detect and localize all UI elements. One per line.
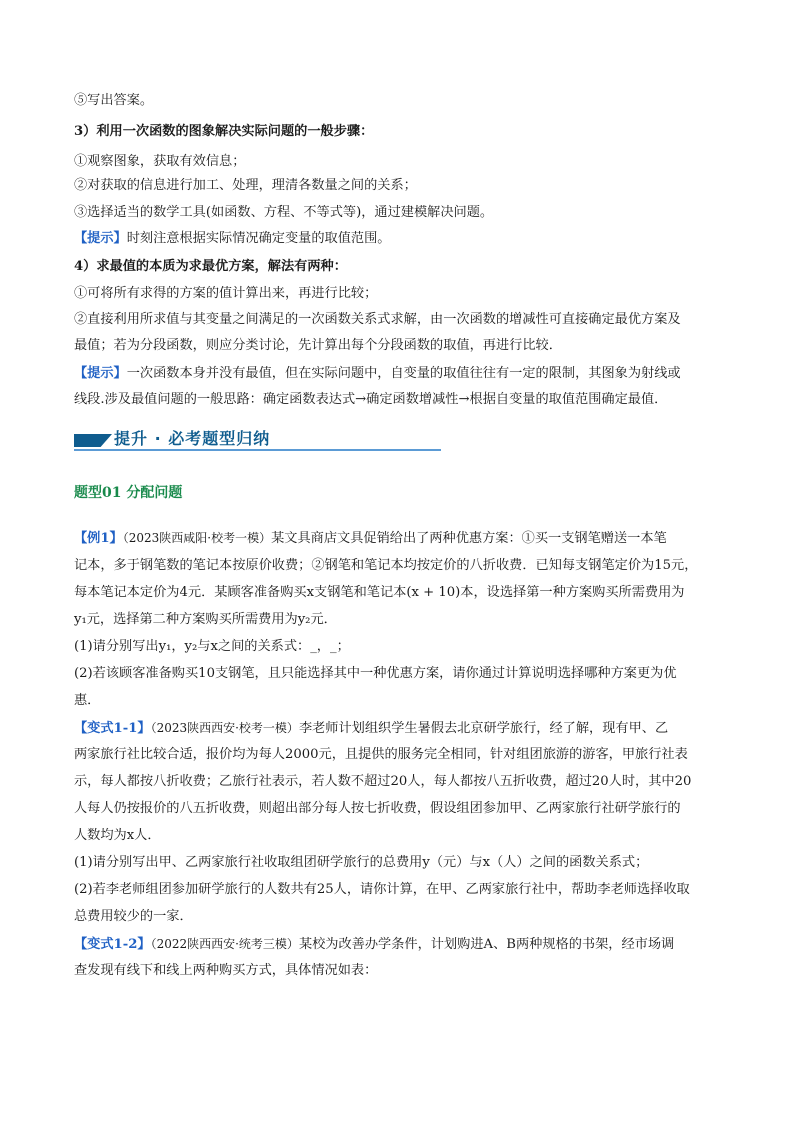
- example1-source: （2023陕西咸阳·校考一模）: [122, 531, 272, 545]
- tip-2-text: 一次函数本身并没有最值，但在实际问题中，自变量的取值往往有一定的限制，其图象为射线或: [126, 366, 681, 381]
- step-process: ②对获取的信息进行加工、处理，理清各数量之间的关系；: [74, 178, 417, 193]
- tip-2-line1: [74, 364, 724, 384]
- method-2-line2: 最值；若为分段函数，则应分类讨论，先计算出每个分段函数的取值，再进行比较．: [74, 338, 562, 353]
- variant11-source: （2023陕西西安·校考一模）: [150, 721, 299, 735]
- example1-question1: (1)请分别写出y₁，y₂与x之间的关系式：_，_；: [74, 639, 350, 654]
- example1-line3: 每本笔记本定价为4元．某顾客准备购买x支钢笔和笔记本(x + 10)本，设选择第一种方案购买所需费用为: [74, 585, 685, 600]
- banner-decoration: [74, 434, 112, 447]
- heading-graph-steps: 3）利用一次函数的图象解决实际问题的一般步骤：: [74, 124, 374, 139]
- variant11-label: 【变式1-1】: [74, 721, 151, 736]
- step-5: ⑤写出答案。: [74, 93, 154, 108]
- example1-label: 【例1】: [74, 531, 123, 546]
- example1-line4: y₁元，选择第二种方案购买所需费用为y₂元．: [74, 612, 337, 627]
- variant11-text1: 李老师计划组织学生暑假去北京研学旅行，经了解，现有甲、乙: [298, 721, 669, 736]
- variant11-line3: 示，每人都按八折收费；乙旅行社表示，若人数不超过20人，每人都按八五折收费，超过20人时，其中20: [74, 774, 692, 789]
- tip-1-text: 时刻注意根据实际情况确定变量的取值范围。: [126, 231, 391, 246]
- tip-2-line2: 线段.涉及最值问题的一般思路：确定函数表达式→确定函数增减性→根据自变量的取值范围确定最值．: [74, 392, 668, 407]
- example1-line2: 记本，多于钢笔数的笔记本按原价收费；②钢笔和笔记本均按定价的八折收费．已知每支钢笔定价为15元，: [74, 558, 698, 573]
- example1-question2-line1: (2)若该顾客准备购买10支钢笔，且只能选择其中一种优惠方案，请你通过计算说明选择哪种方案更为优: [74, 666, 677, 681]
- tip-1: [74, 229, 724, 249]
- step-observe: ①观察图象，获取有效信息；: [74, 154, 246, 169]
- example1-text1: 某文具商店文具促销给出了两种优惠方案：①买一支钢笔赠送一本笔: [271, 531, 667, 546]
- variant11-line2: 两家旅行社比较合适，报价均为每人2000元，且提供的服务完全相同，针对组团旅游的游客，甲旅行社表: [74, 747, 688, 762]
- section-title: 题型01 分配问题: [74, 485, 183, 501]
- variant11-question2-line1: (2)若李老师组团参加研学旅行的人数共有25人，请你计算，在甲、乙两家旅行社中，帮助李老师选择收取: [74, 882, 690, 897]
- tip-label: 【提示】: [74, 366, 127, 381]
- heading-optimum: 4）求最值的本质为求最优方案，解法有两种：: [74, 259, 347, 274]
- variant11-question2-line2: 总费用较少的一家．: [74, 909, 193, 924]
- method-2-line1: ②直接利用所求值与其变量之间满足的一次函数关系式求解，由一次函数的增减性可直接确定最优方案及: [74, 312, 681, 327]
- example1-line1: [74, 528, 724, 549]
- tip-label: 【提示】: [74, 231, 127, 246]
- method-1: ①可将所有求得的方案的值计算出来，再进行比较；: [74, 286, 378, 301]
- variant12-text1: 某校为改善办学条件，计划购进A、B两种规格的书架，经市场调: [298, 937, 675, 952]
- section-banner: [74, 424, 441, 452]
- banner-title: 提升 · 必考题型归纳: [114, 429, 271, 448]
- banner-underline: [74, 449, 441, 451]
- variant11-line4: 人每人仍按报价的八五折收费，则超出部分每人按七折收费，假设组团参加甲、乙两家旅行社研学旅行的: [74, 801, 681, 816]
- variant12-line2: 查发现有线下和线上两种购买方式，具体情况如表：: [74, 963, 378, 978]
- example1-question2-line2: 惠．: [74, 693, 101, 708]
- variant11-question1: (1)请分别写出甲、乙两家旅行社收取组团研学旅行的总费用y（元）与x（人）之间的函数关系式；: [74, 855, 649, 870]
- variant12-label: 【变式1-2】: [74, 937, 151, 952]
- variant12-line1: [74, 934, 724, 955]
- variant11-line1: [74, 718, 724, 739]
- variant11-line5: 人数均为x人．: [74, 828, 161, 843]
- variant12-source: （2022陕西西安·统考三模）: [150, 937, 299, 951]
- step-model: ③选择适当的数学工具(如函数、方程、不等式等)，通过建模解决问题。: [74, 205, 494, 220]
